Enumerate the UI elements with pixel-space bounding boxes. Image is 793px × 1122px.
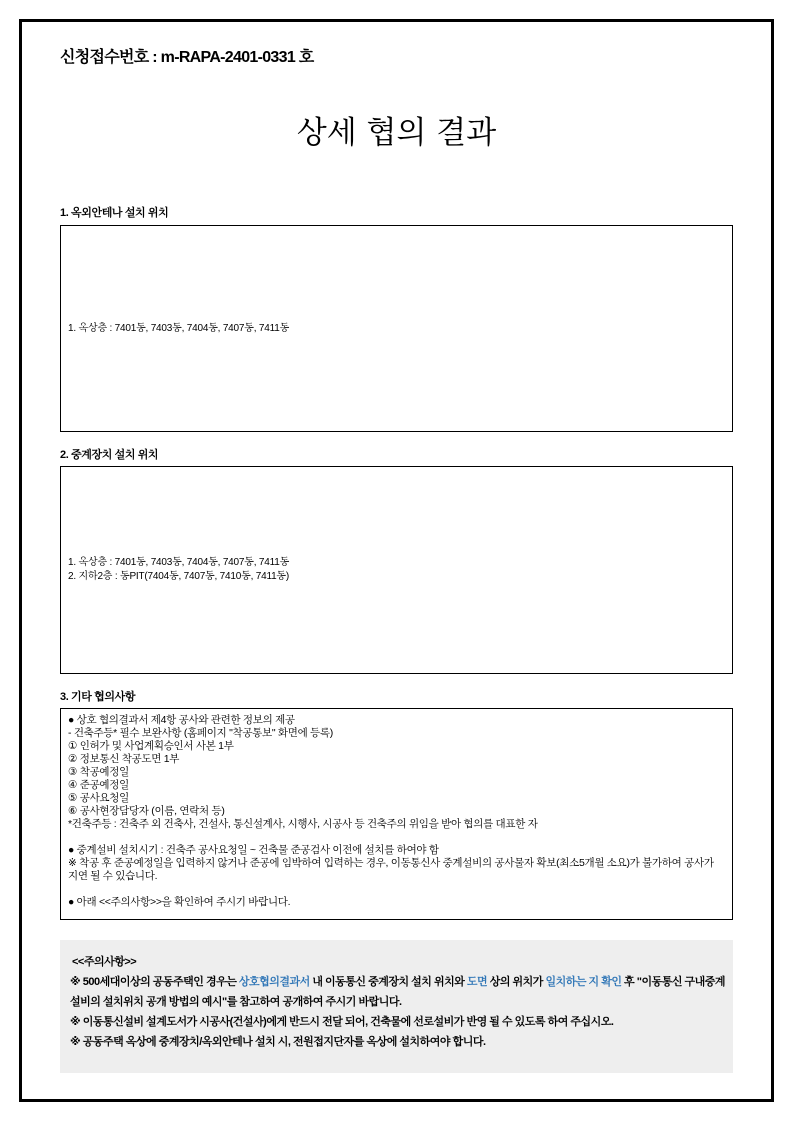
notes-line: ① 인허가 및 사업계획승인서 사본 1부 xyxy=(68,740,234,752)
notice-item-grounding: ※ 공동주택 옥상에 중계장치/옥외안테나 설치 시, 전원접지단자를 옥상에 설치하여야 합니다. xyxy=(70,1036,486,1048)
notes-group-see-notice xyxy=(68,896,723,909)
repeater-location-box xyxy=(60,466,733,674)
notes-line: ③ 착공예정일 xyxy=(68,766,129,778)
notice-text-segment: ※ 500세대이상의 공동주택인 경우는 xyxy=(70,976,239,988)
repeater-location-line: 2. 지하2층 : 동PIT(7404동, 7407동, 7410동, 7411동) xyxy=(68,571,290,582)
notes-line: ● 상호 협의결과서 제4항 공사와 관련한 정보의 제공 xyxy=(68,714,295,726)
notice-item-design-delivery: ※ 이동통신설비 설계도서가 시공사(건설사)에게 반드시 전달 되어, 건축물에 선로설비가 반영 될 수 있도록 하여 주십시오. xyxy=(70,1016,614,1028)
application-number-value: m-RAPA-2401-0331 xyxy=(160,49,296,66)
repeater-location-line: 1. 옥상층 : 7401동, 7403동, 7404동, 7407동, 7411동 xyxy=(68,557,290,568)
section-repeater-heading: 2. 중계장치 설치 위치 xyxy=(60,449,159,461)
notice-title: <<주의사항>> xyxy=(72,956,137,968)
notice-text-segment: 내 이동통신 중계장치 설치 위치와 xyxy=(309,976,467,988)
notes-group-install-timing xyxy=(68,844,723,883)
notes-line: ● 중계설비 설치시기 : 건축주 공사요청일 ~ 건축물 준공검사 이전에 설치를 하여야 함 xyxy=(68,844,439,856)
notes-group-info-provision xyxy=(68,714,723,831)
notice-item-location-check xyxy=(70,972,729,1012)
application-number xyxy=(60,46,314,70)
notice-text-segment: 후 "이동통신 구내중계 설비의 설치위치 공개 방법의 예시"를 참고하여 공개하여 주시기 바랍니다. xyxy=(70,976,726,1008)
notice-text-segment: 상의 위치가 xyxy=(487,976,546,988)
application-number-label: 신청접수번호 : xyxy=(60,49,157,66)
notes-line: ⑤ 공사요청일 xyxy=(68,792,129,804)
notes-line: ● 아래 <<주의사항>>을 확인하여 주시기 바랍니다. xyxy=(68,896,291,908)
notes-line: ④ 준공예정일 xyxy=(68,779,129,791)
section-other-heading: 3. 기타 협의사항 xyxy=(60,691,136,703)
notes-line: ※ 착공 후 준공예정일을 입력하지 않거나 준공에 임박하여 입력하는 경우, 이동통신사 중계설비의 공사물자 확보(최소5개월 소요)가 불가하여 공사가 지연 될 수 있습니다. xyxy=(68,857,714,882)
other-notes-box xyxy=(60,708,733,920)
antenna-location-line: 1. 옥상층 : 7401동, 7403동, 7404동, 7407동, 7411동 xyxy=(68,322,290,334)
notes-line: ⑥ 공사현장담당자 (이름, 연락처 등) xyxy=(68,805,225,817)
section-antenna-heading: 1. 옥외안테나 설치 위치 xyxy=(60,207,169,219)
notes-line: ② 정보통신 착공도면 1부 xyxy=(68,753,180,765)
notice-highlight-segment: 도면 xyxy=(466,976,488,988)
notice-highlight-segment: 일치하는 지 확인 xyxy=(545,976,622,988)
antenna-location-box xyxy=(60,225,733,432)
page-title: 상세 협의 결과 xyxy=(296,115,497,151)
notice-box xyxy=(60,940,733,1073)
application-number-suffix: 호 xyxy=(298,49,314,66)
notes-line: - 건축주등* 필수 보완사항 (홈페이지 "착공통보" 화면에 등록) xyxy=(68,727,333,739)
notice-highlight-segment: 상호협의결과서 xyxy=(238,976,310,988)
notes-line: *건축주등 : 건축주 외 건축사, 건설사, 통신설계사, 시행사, 시공사 등 건축주의 위임을 받아 협의를 대표한 자 xyxy=(68,818,538,830)
